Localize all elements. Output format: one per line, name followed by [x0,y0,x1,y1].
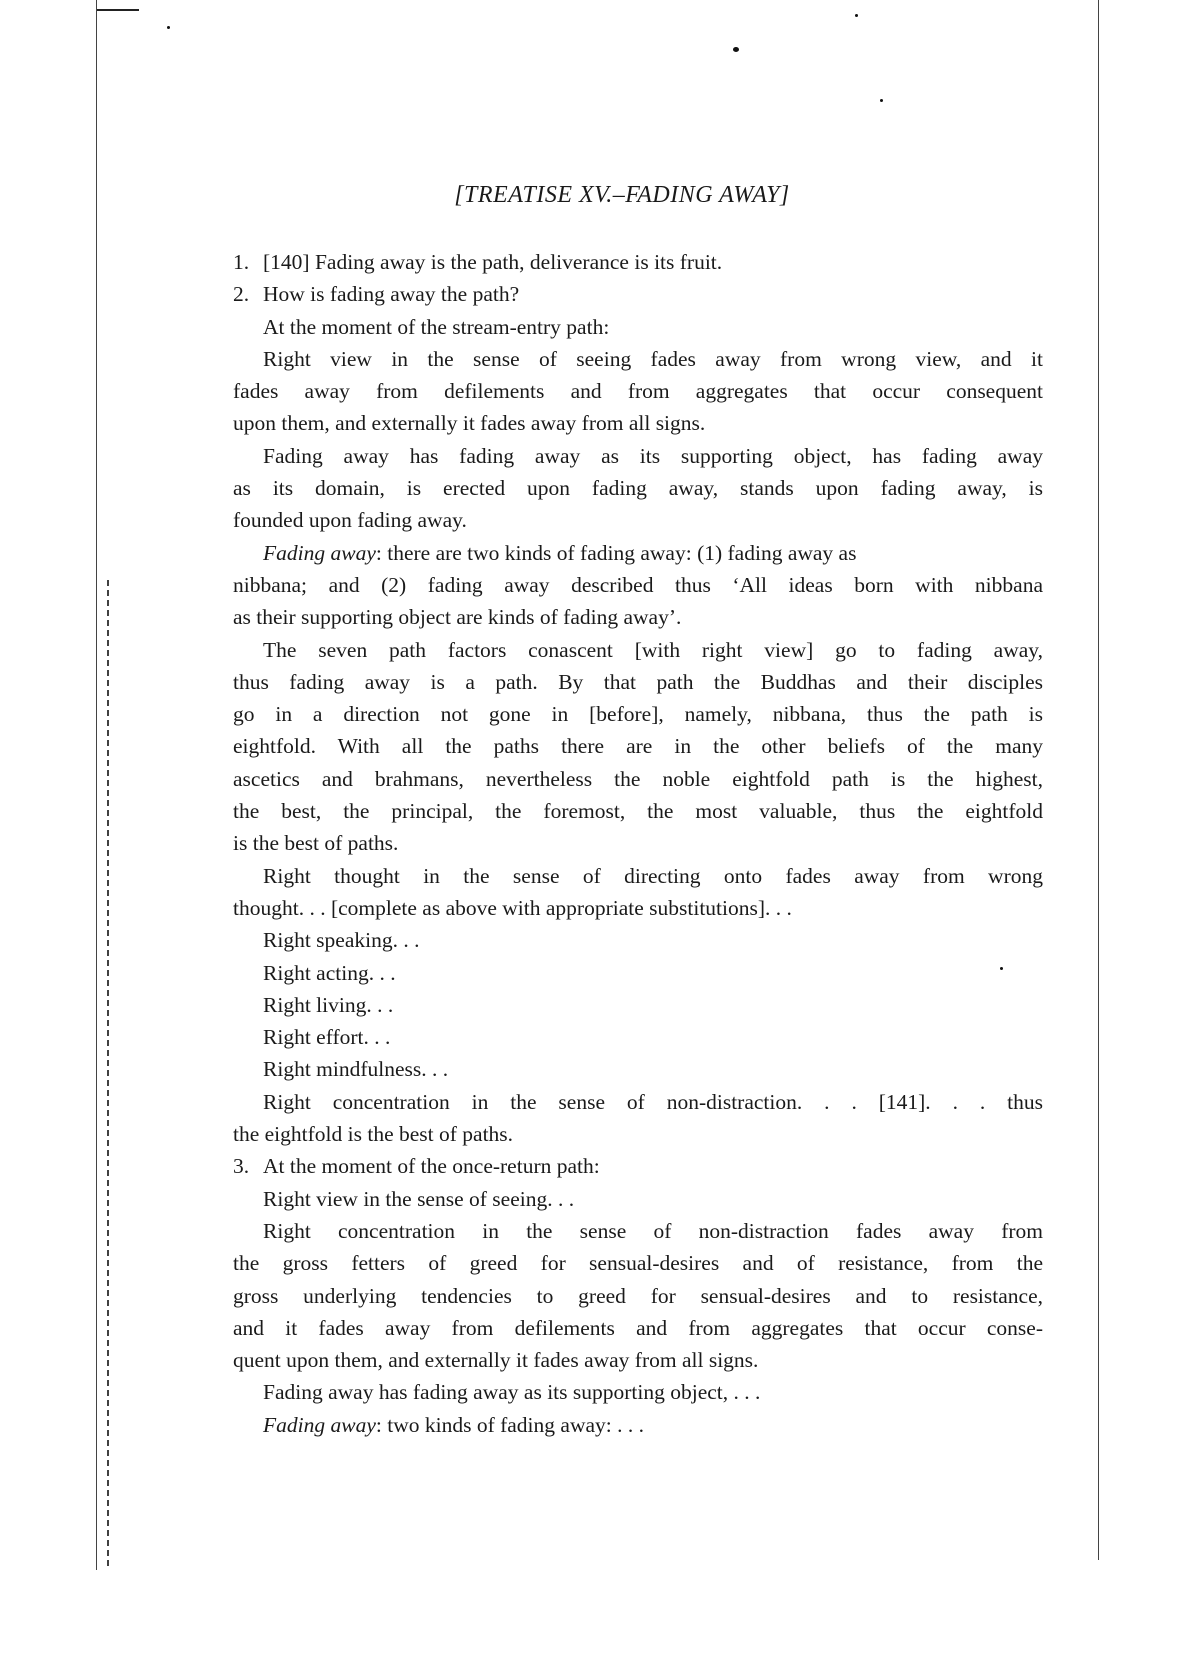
text-line: ascetics and brahmans, nevertheless the noble eightfold path is the highest, [233,766,1043,791]
text-line: as its domain, is erected upon fading away, stands upon fading away, is [233,476,1043,501]
text-line: Right concentration in the sense of non-distraction. . . [141]. . . thus [263,1089,1043,1114]
factor-line: Right effort. . . [263,1025,391,1050]
binding-edge-mark [97,9,139,11]
text-line: as their supporting object are kinds of fading away’. [233,605,682,630]
factor-line: Right mindfulness. . . [263,1057,449,1082]
text-line: Right view in the sense of seeing. . . [263,1186,575,1211]
definition-text: : there are two kinds of fading away: (1) fading away as [375,540,857,565]
binding-shadow-line [107,580,109,1570]
text-line: and it fades away from defilements and from aggregates that occur conse- [233,1315,1043,1340]
text-line: Right thought in the sense of directing onto fades away from wrong [263,863,1043,888]
paragraph-number: 3. [233,1154,250,1179]
text-line: thus fading away is a path. By that path the Buddhas and their disciples [233,669,1043,694]
definition-text: : two kinds of fading away: . . . [375,1412,644,1437]
text-line: gross underlying tendencies to greed for sensual-desires and to resistance, [233,1283,1043,1308]
paragraph-number: 1. [233,250,250,274]
paragraph-1 [233,246,1043,278]
definition-term: Fading away [263,540,376,565]
text-line: fades away from defilements and from aggregates that occur consequent [233,379,1043,404]
text-line: go in a direction not gone in [before], namely, nibbana, thus the path is [233,702,1043,727]
paragraph-2 [233,278,1043,310]
text-line: is the best of paths. [233,831,399,856]
text-line: eightfold. With all the paths there are in the other beliefs of the many [233,734,1043,759]
text-line: upon them, and externally it fades away from all signs. [233,411,706,436]
text-line: The seven path factors conascent [with right view] go to fading away, [263,637,1043,662]
text-line: founded upon fading away. [233,508,467,533]
binding-edge-line [96,0,97,1570]
factor-line: Right speaking. . . [263,928,420,953]
text-line: the eightfold is the best of paths. [233,1122,514,1147]
text-line: Fading away has fading away as its supporting object, has fading away [263,443,1043,468]
paragraph-text: [140] Fading away is the path, deliverance is its fruit. [263,250,723,274]
text-line: Right concentration in the sense of non-distraction fades away from [263,1218,1043,1243]
definition-term: Fading away [263,1412,376,1437]
text-line: Right view in the sense of seeing fades away from wrong view, and it [263,346,1043,371]
text-line: Fading away has fading away as its supporting object, . . . [263,1380,761,1405]
page-right-edge [1098,0,1099,1560]
treatise-heading: [TREATISE XV.–FADING AWAY] [454,182,790,208]
paragraph-text: At the moment of the once-return path: [263,1154,600,1179]
body-text [233,246,1043,1441]
stream-entry-heading: At the moment of the stream-entry path: [263,314,610,339]
text-line: the best, the principal, the foremost, the most valuable, thus the eightfold [233,799,1043,824]
text-line: thought. . . [complete as above with appropriate substitutions]. . . [233,895,792,920]
definition-line [233,1409,1043,1441]
scan-speck [167,26,170,29]
text-line: the gross fetters of greed for sensual-desires and of resistance, from the [233,1251,1043,1276]
factor-line: Right living. . . [263,992,394,1017]
scan-speck [855,14,858,17]
text-line: nibbana; and (2) fading away described thus ‘All ideas born with nibbana [233,572,1043,597]
definition-line [233,537,1043,569]
scan-speck [880,99,883,102]
scan-speck [733,47,739,52]
text-line: quent upon them, and externally it fades away from all signs. [233,1348,759,1373]
paragraph-number: 2. [233,282,250,307]
paragraph-text: How is fading away the path? [263,282,520,307]
paragraph-3 [233,1150,1043,1182]
factor-line: Right acting. . . [263,960,396,985]
